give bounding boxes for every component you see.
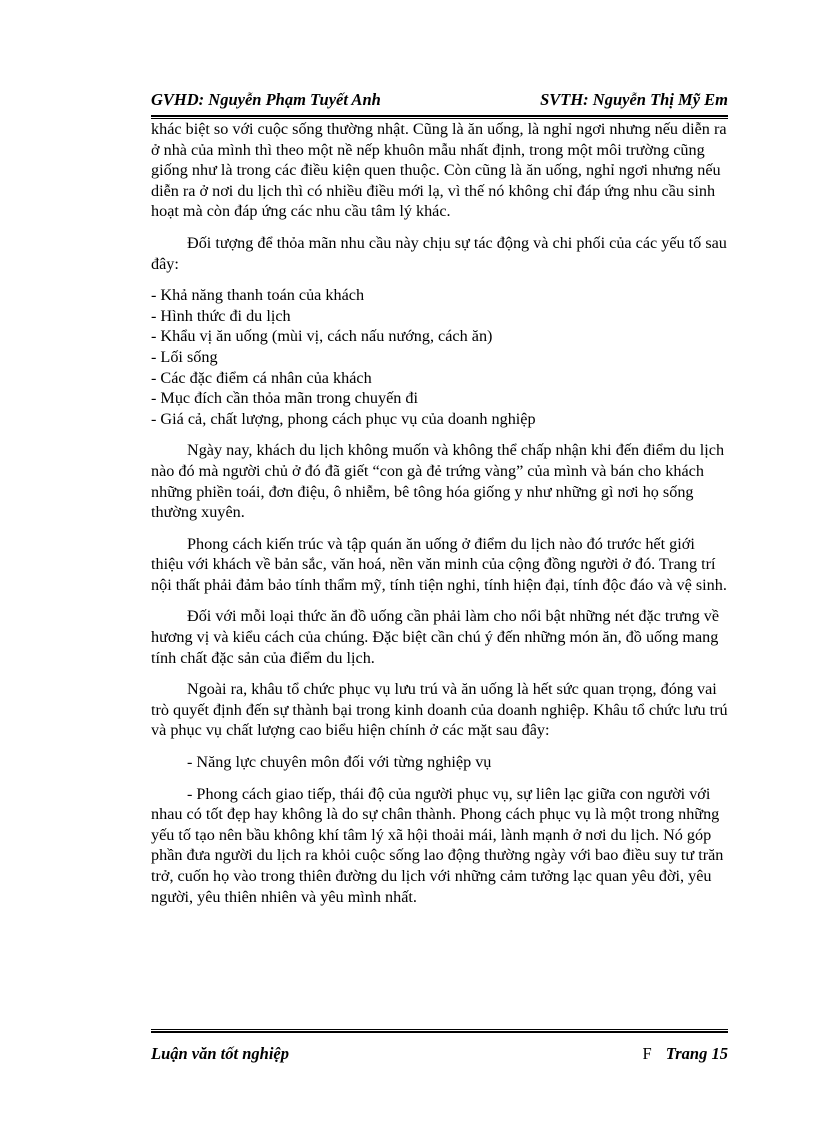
footer-rule [151,1029,728,1033]
paragraph: Ngày nay, khách du lịch không muốn và không thể chấp nhận khi đến điểm du lịch nào đó mà người chủ ở đó đã giết “con gà đẻ trứng vàng” của mình và bán cho khách những phiền toái, đơn điệu, ô nhiễm, bê tông hóa giống y như những gì nơi họ sống thường xuyên. [151,441,725,522]
thesis-label: Luận văn tốt nghiệp [151,1044,289,1063]
factor-list [151,285,729,429]
page-footer [151,1044,728,1068]
paragraph: - Phong cách giao tiếp, thái độ của người phục vụ, sự liên lạc giữa con người với nhau có tốt đẹp hay không là do sự chân thành. Phong cách phục vụ là một trong những yếu tố tạo nên bầu không khí tâm lý xã hội thoải mái, lành mạnh ở nơi du lịch. Nó góp phần đưa người du lịch ra khỏi cuộc sống lao động thường ngày với bao điều suy tư trăn trở, cuốn họ vào trong thiên đường du lịch với những cảm tưởng lạc quan yêu đời, yêu người, yêu thiên nhiên và yêu mình nhất. [151,784,724,906]
paragraph: khác biệt so với cuộc sống thường nhật. Cũng là ăn uống, là nghỉ ngơi nhưng nếu diễn ra ở nhà của mình thì theo một nề nếp khuôn mẫu nhất định, trong một môi trường cũng giống như là trong các điều kiện quen thuộc. Còn cũng là ăn uống, nghỉ ngơi nhưng nếu diễn ra ở nơi du lịch thì có nhiều điều mới lạ, vì thế nó không chỉ đáp ứng nhu cầu sinh hoạt mà còn đáp ứng các nhu cầu tâm lý khác. [151,120,727,221]
instructor-name: GVHD: Nguyễn Phạm Tuyết Anh [151,90,381,109]
list-item: - Các đặc điểm cá nhân của khách [151,368,372,387]
page-indicator [642,1044,728,1064]
paragraph: Ngoài ra, khâu tổ chức phục vụ lưu trú và ăn uống là hết sức quan trọng, đóng vai trò quyết định đến sự thành bại trong kinh doanh của doanh nghiệp. Khâu tổ chức lưu trú và phục vụ chất lượng cao biểu hiện chính ở các mặt sau đây: [151,680,728,740]
list-item: - Hình thức đi du lịch [151,306,291,325]
page-header [151,90,728,114]
paragraph: Phong cách kiến trúc và tập quán ăn uống ở điểm du lịch nào đó trước hết giới thiệu với khách về bản sắc, văn hoá, nền văn minh của cộng đồng người ở đó. Trang trí nội thất phải đảm bảo tính thẩm mỹ, tính tiện nghi, tính hiện đại, tính độc đáo và vệ sinh. [151,534,727,594]
student-name: SVTH: Nguyễn Thị Mỹ Em [540,90,728,109]
paragraph: - Năng lực chuyên môn đối với từng nghiệp vụ [187,753,492,772]
list-item: - Khả năng thanh toán của khách [151,286,365,305]
list-item: - Mục đích cần thỏa mãn trong chuyến đi [151,389,419,408]
paragraph: Đối tượng để thỏa mãn nhu cầu này chịu sự tác động và chi phối của các yếu tố sau đây: [151,233,727,273]
page-number: Trang 15 [665,1044,728,1063]
document-body [151,119,729,907]
list-item: - Lối sống [151,347,218,366]
list-item: - Giá cả, chất lượng, phong cách phục vụ của doanh nghiệp [151,409,536,428]
paragraph: Đối với mỗi loại thức ăn đồ uống cần phải làm cho nổi bật những nét đặc trưng về hương vị và kiểu cách của chúng. Đặc biệt cần chú ý đến những món ăn, đồ uống mang tính chất đặc sản của điểm du lịch. [151,607,720,667]
list-item: - Khẩu vị ăn uống (mùi vị, cách nấu nướng, cách ăn) [151,327,493,346]
footer-mark: F [642,1044,652,1063]
